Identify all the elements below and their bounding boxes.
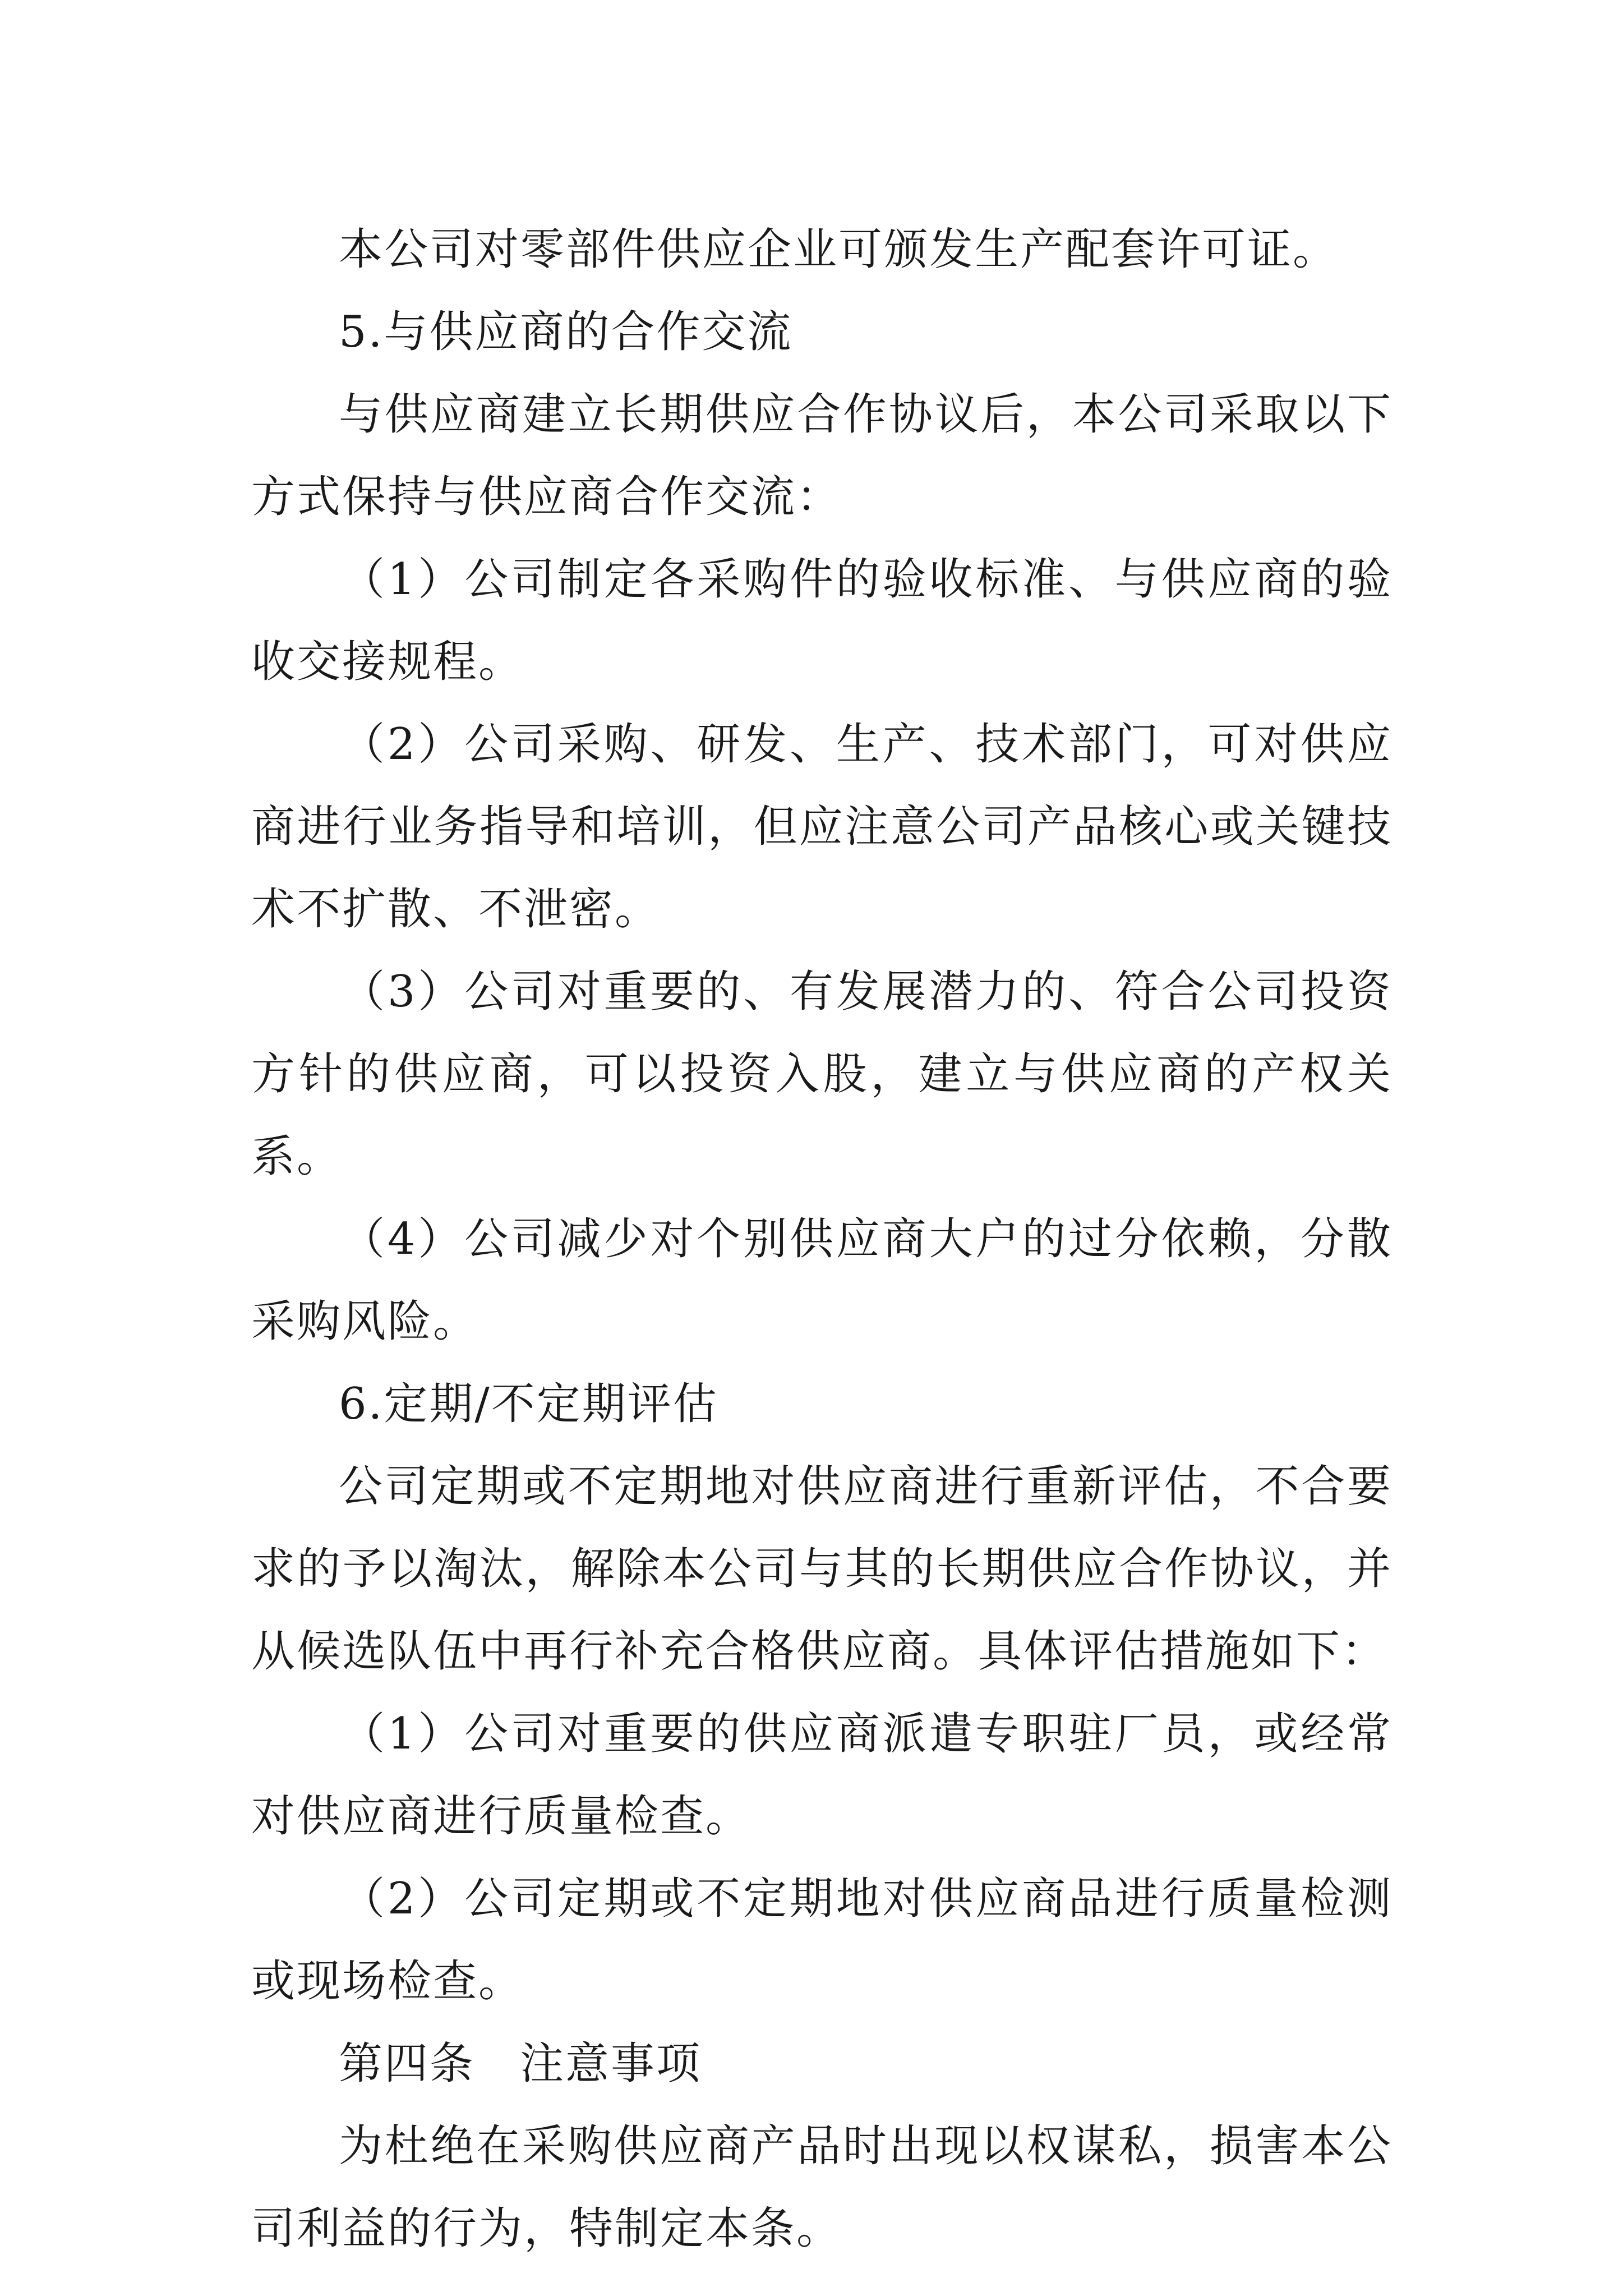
paragraph-evaluation-intro: 公司定期或不定期地对供应商进行重新评估，不合要求的予以淘汰，解除本公司与其的长期供应合作协议，并从候选队伍中再行补充合格供应商。具体评估措施如下： [251,1461,1393,1677]
section-heading-evaluation: 6.定期/不定期评估 [339,1379,718,1429]
article-heading [251,2023,1393,2105]
list-item-evaluation-1: （1）公司对重要的供应商派遣专职驻厂员，或经常对供应商进行质量检查。 [251,1709,1393,1842]
list-item-cooperation-2: （2）公司采购、研发、生产、技术部门，可对供应商进行业务指导和培训，但应注意公司产品核心或关键技术不扩散、不泄密。 [251,719,1393,935]
list-item-evaluation-2: （2）公司定期或不定期地对供应商品进行质量检测或现场检查。 [251,1874,1393,2007]
document-body [251,209,1393,2270]
article-number: 第四条 [339,2039,476,2089]
list-item-cooperation-3: （3）公司对重要的、有发展潜力的、符合公司投资方针的供应商，可以投资入股，建立与供应商的产权关系。 [251,967,1393,1182]
list-item-cooperation-1: （1）公司制定各采购件的验收标准、与供应商的验收交接规程。 [251,554,1393,687]
paragraph-license: 本公司对零部件供应企业可颁发生产配套许可证。 [339,224,1339,275]
paragraph-article-purpose: 为杜绝在采购供应商产品时出现以权谋私，损害本公司利益的行为，特制定本条。 [251,2121,1393,2254]
article-title: 注意事项 [520,2039,702,2089]
list-item-cooperation-4: （4）公司减少对个别供应商大户的过分依赖，分散采购风险。 [251,1214,1393,1347]
section-heading-cooperation: 5.与供应商的合作交流 [339,307,793,357]
paragraph-cooperation-intro: 与供应商建立长期供应合作协议后，本公司采取以下方式保持与供应商合作交流： [251,389,1393,522]
